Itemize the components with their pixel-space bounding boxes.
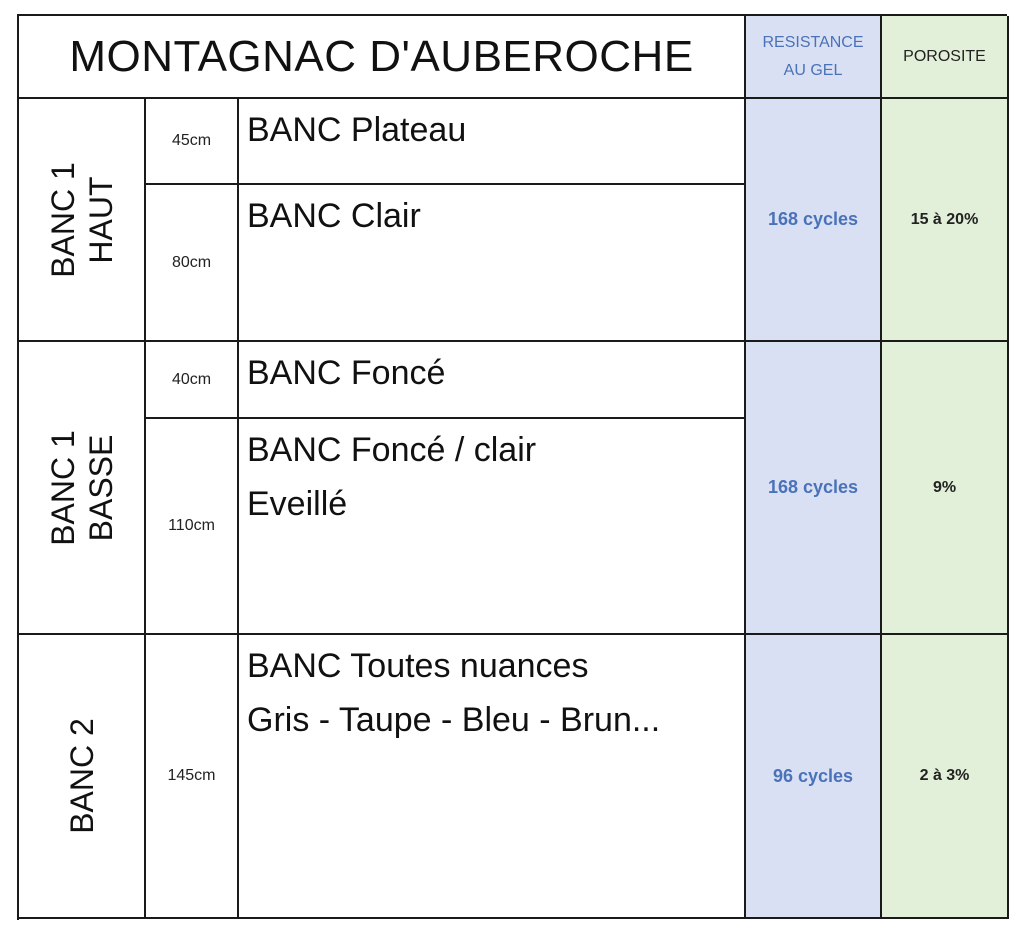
- group-label-line1: BANC 1: [44, 161, 81, 278]
- group-label-line2: HAUT: [82, 175, 119, 264]
- porosite-value: [882, 342, 1009, 635]
- layer-name: [239, 635, 746, 919]
- porosite-text: 9%: [932, 478, 957, 496]
- layer-size: [146, 419, 239, 635]
- layer-name-line: BANC Toutes nuances: [247, 647, 589, 685]
- layer-size-value: 40cm: [171, 370, 212, 388]
- banc-table: [17, 14, 1007, 920]
- group-label-line2: BASSE: [82, 434, 119, 541]
- layer-name: [239, 185, 746, 342]
- gel-resistance-value: [746, 635, 882, 919]
- group-label-line1: BANC 1: [44, 429, 81, 546]
- porosite-text: 2 à 3%: [919, 767, 970, 784]
- header-resistance-au-gel-label: RESISTANCE AU GEL: [762, 33, 864, 79]
- layer-name-line: BANC Foncé / clair: [247, 431, 537, 469]
- header-resistance-au-gel: [746, 16, 882, 99]
- group-label-banc-2: [19, 635, 146, 919]
- layer-name-line: BANC Plateau: [247, 111, 467, 149]
- layer-size-value: 110cm: [168, 517, 215, 534]
- header-porosite: [882, 16, 1009, 99]
- layer-name: [239, 342, 746, 419]
- table-title-cell: [19, 16, 746, 99]
- layer-size: [146, 99, 239, 185]
- table-title: MONTAGNAC D'AUBEROCHE: [69, 31, 694, 81]
- layer-size: [146, 635, 239, 919]
- porosite-text: 15 à 20%: [910, 210, 979, 228]
- group-label-banc-1-haut: [19, 99, 146, 342]
- gel-resistance-value: [746, 342, 882, 635]
- gel-resistance-text: 96 cycles: [772, 765, 854, 786]
- layer-size: [146, 342, 239, 419]
- layer-name: [239, 99, 746, 185]
- group-label-banc-1-basse: [19, 342, 146, 635]
- header-porosite-label: POROSITE: [903, 47, 986, 65]
- layer-name-line: Gris - Taupe - Bleu - Brun...: [247, 701, 661, 739]
- layer-size: [146, 185, 239, 342]
- layer-size-value: 80cm: [171, 253, 212, 271]
- gel-resistance-value: [746, 99, 882, 342]
- layer-size-value: 45cm: [171, 132, 212, 149]
- layer-name-line: BANC Clair: [247, 197, 421, 235]
- layer-name-line: Eveillé: [247, 485, 348, 523]
- porosite-value: [882, 99, 1009, 342]
- layer-name-line: BANC Foncé: [247, 354, 446, 392]
- porosite-value: [882, 635, 1009, 919]
- gel-resistance-text: 168 cycles: [767, 209, 859, 229]
- group-label-line1: BANC 2: [63, 718, 100, 834]
- layer-name: [239, 419, 746, 635]
- layer-size-value: 145cm: [167, 767, 216, 784]
- gel-resistance-text: 168 cycles: [767, 477, 859, 497]
